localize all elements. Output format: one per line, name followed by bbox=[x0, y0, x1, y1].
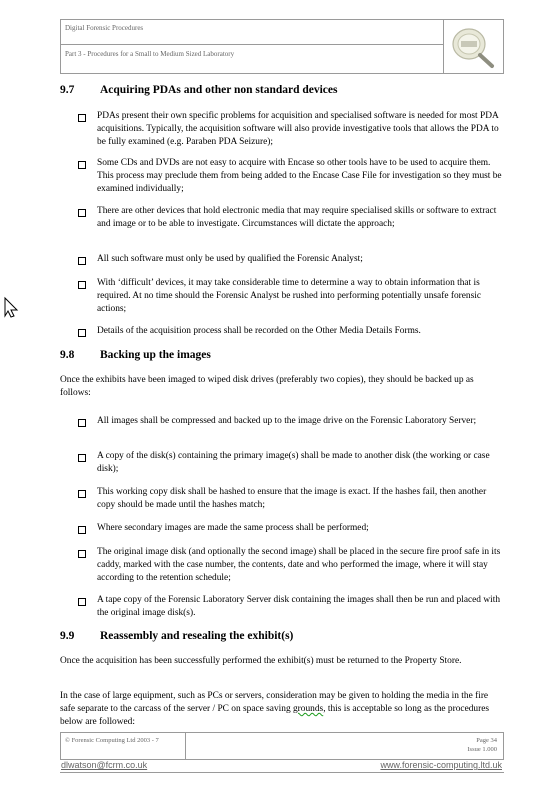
list-item: All such software must only be used by qualified the Forensic Analyst; bbox=[97, 254, 363, 264]
bullet-marker bbox=[78, 281, 86, 289]
page-footer bbox=[60, 732, 504, 760]
bullet-marker bbox=[78, 454, 86, 462]
section-number: 9.7 bbox=[60, 84, 75, 96]
bullet-marker bbox=[78, 419, 86, 427]
bullet-marker bbox=[78, 550, 86, 558]
bullet-marker bbox=[78, 257, 86, 265]
list-item: All images shall be compressed and backed up to the image drive on the Forensic Laboratory Server; bbox=[97, 416, 477, 426]
page-header bbox=[60, 19, 504, 74]
bullet-marker bbox=[78, 598, 86, 606]
section-heading-9-7 bbox=[60, 84, 338, 96]
bullet-marker bbox=[78, 329, 86, 337]
list-item: There are other devices that hold electronic media that may require specialised skills or software to extract and image or to be able to investigate. Circumstances will dictate the approach; bbox=[97, 206, 497, 229]
section-number: 9.9 bbox=[60, 630, 75, 642]
paragraph bbox=[60, 690, 504, 729]
list-item: A tape copy of the Forensic Laboratory Server disk containing the images shall then be run and placed with the original image disk(s). bbox=[97, 595, 501, 618]
forensic-logo-icon bbox=[449, 24, 497, 70]
bullet-marker bbox=[78, 114, 86, 122]
list-item: This working copy disk shall be hashed to ensure that the image is exact. If the hashes fail, then another copy should be made until the hashes match; bbox=[97, 487, 487, 510]
email-link[interactable]: dlwatson@fcrm.co.uk bbox=[61, 760, 148, 770]
paragraph: Once the acquisition has been successfully performed the exhibit(s) must be returned to the Property Store. bbox=[60, 656, 462, 666]
section-heading-9-8 bbox=[60, 349, 211, 361]
section-title: Backing up the images bbox=[100, 349, 211, 361]
pointer-cursor-icon bbox=[3, 296, 19, 318]
section-title: Acquiring PDAs and other non standard devices bbox=[100, 84, 338, 96]
page-number: Page 34 bbox=[476, 737, 497, 744]
list-item: Details of the acquisition process shall be recorded on the Other Media Details Forms. bbox=[97, 326, 421, 336]
list-item: A copy of the disk(s) containing the primary image(s) shall be made to another disk (the working or case disk); bbox=[97, 451, 490, 474]
paragraph-text: , this is acceptable so long as the procedures below are followed: bbox=[60, 704, 490, 727]
bullet-marker bbox=[78, 526, 86, 534]
bullet-marker bbox=[78, 490, 86, 498]
website-link[interactable]: www.forensic-computing.ltd.uk bbox=[380, 760, 502, 770]
list-item: With ‘difficult’ devices, it may take considerable time to determine a way to obtain information that is required. At no time should the Forensic Analyst be rushed into performing potentially unsafe forensic actions; bbox=[97, 278, 482, 314]
list-item: The original image disk (and optionally the second image) shall be placed in the secure fire proof safe in its caddy, marked with the case number, the contents, date and who performed the image, where it will stay according to the retention schedule; bbox=[97, 547, 501, 583]
section-number: 9.8 bbox=[60, 349, 75, 361]
section-title: Reassembly and resealing the exhibit(s) bbox=[100, 630, 294, 642]
paragraph: Once the exhibits have been imaged to wiped disk drives (preferably two copies), they should be backed up as follows: bbox=[60, 375, 474, 398]
header-title: Digital Forensic Procedures bbox=[65, 24, 144, 32]
list-item: PDAs present their own specific problems for acquisition and specialised software is needed for most PDA acquisitions. Typically, the acquisition software will also provide investigative tools that allows the PDA to be fully examined (e.g. Paraben PDA Seizure); bbox=[97, 111, 499, 147]
footer-page-info bbox=[467, 736, 497, 754]
footer-link-underline bbox=[60, 772, 504, 773]
header-vertical-divider bbox=[443, 20, 444, 73]
section-heading-9-9 bbox=[60, 630, 293, 642]
footer-copyright: © Forensic Computing Ltd 2003 - 7 bbox=[65, 737, 159, 744]
bullet-marker bbox=[78, 161, 86, 169]
issue-number: Issue 1.000 bbox=[467, 746, 497, 753]
header-subtitle: Part 3 - Procedures for a Small to Medium Sized Laboratory bbox=[65, 50, 235, 58]
footer-divider bbox=[185, 733, 186, 759]
bullet-marker bbox=[78, 209, 86, 217]
header-divider bbox=[61, 44, 443, 45]
list-item: Some CDs and DVDs are not easy to acquire with Encase so other tools have to be used to acquire them. This process may preclude them from being added to the Encase Case File for investigation so they must be examined individually; bbox=[97, 158, 502, 194]
list-item: Where secondary images are made the same process shall be performed; bbox=[97, 523, 369, 533]
paragraph-text: In the case of large equipment, such as PCs or servers, consideration may be given to holding the media in the fire safe separate to the carcass of the server / PC on space saving bbox=[60, 691, 489, 714]
spellcheck-flagged-word: grounds bbox=[292, 704, 324, 714]
